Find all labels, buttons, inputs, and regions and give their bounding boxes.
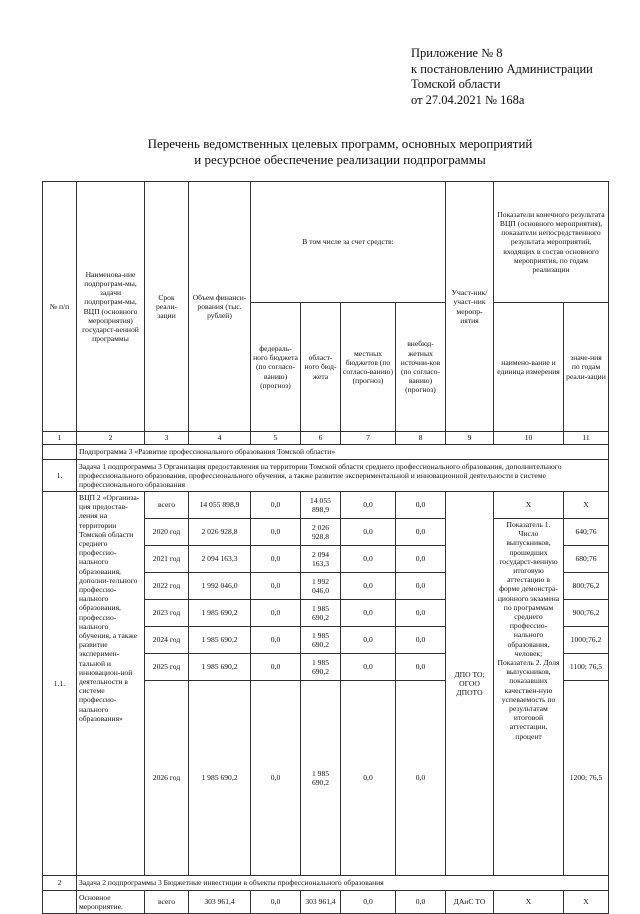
row-term: всего: [145, 492, 189, 519]
document-title: [60, 136, 620, 168]
header-including: В том числе за счет средств:: [251, 182, 446, 303]
row-volume: 2 094 163,3: [189, 546, 251, 573]
last-federal: 0,0: [251, 891, 301, 914]
last-ind-name: X: [494, 891, 564, 914]
indicator-text: Показатель 1. Число выпускников, прошедших государст-венную итоговую аттестацию в форме демонстра-ционного экзамена по программам среднего профессио-нального образования, человек; Показатель 2. Доля выпускников, показавших качествен-ную успеваемость по результатам итоговой аттестации, процент: [494, 519, 564, 876]
header-offbudget: внебюд-жетных источни-ков (по согласо-ванию) (прогноз): [396, 303, 446, 432]
row-regional: 2 094 163,3: [301, 546, 341, 573]
row-term: 2021 год: [145, 546, 189, 573]
header-indicators: Показатели конечного результата ВЦП (основного мероприятия), показатели непосредственного результата мероприятий, входящих в состав основного мероприятия, по годам реализации: [494, 182, 609, 303]
row-federal: 0,0: [251, 600, 301, 627]
header-federal: федераль-ного бюджета (по согласо-ванию) (прогноз): [251, 303, 301, 432]
col-number: 3: [145, 432, 189, 445]
row-ind-value: 1100; 76,5: [564, 654, 609, 681]
col-number: 11: [564, 432, 609, 445]
row-federal: 0,0: [251, 654, 301, 681]
row-regional: 1 992 046,0: [301, 573, 341, 600]
header-regional: област-ного бюд-жета: [301, 303, 341, 432]
row-local: 0,0: [341, 546, 396, 573]
task2-num: 2: [43, 876, 77, 891]
col-number: 8: [396, 432, 446, 445]
col-number: 10: [494, 432, 564, 445]
row-ind-value: 680;76: [564, 546, 609, 573]
last-participant: ДАиС ТО: [446, 891, 494, 914]
row-local: 0,0: [341, 600, 396, 627]
header-volume: Объем финанси-рования (тыс. рублей): [189, 182, 251, 432]
row-ind-value: 900;76,2: [564, 600, 609, 627]
col-number: 5: [251, 432, 301, 445]
row-term: 2026 год: [145, 681, 189, 876]
item-name: ВЦП 2 «Организа-ция предостав-ления на территории Томской области среднего профессио-нального образования, дополни-тельного профессио-нального образования, профессио-нального обучения, а также развитие эксперимен-тальной и инновацион-ной деятельности в системе профессио-нального образования»: [77, 492, 145, 876]
subprogram-title: Подпрограмма 3 «Развитие профессионального образования Томской области»: [77, 445, 609, 460]
header-term: Срок реали-зации: [145, 182, 189, 432]
row-federal: 0,0: [251, 627, 301, 654]
col-number: 1: [43, 432, 77, 445]
last-volume: 303 961,4: [189, 891, 251, 914]
header-num: № п/п: [43, 182, 77, 432]
col-number: 9: [446, 432, 494, 445]
row-offbudget: 0,0: [396, 681, 446, 876]
col-number: 7: [341, 432, 396, 445]
header-ind-name: наимено-вание и единица измерения: [494, 303, 564, 432]
last-name: Основное мероприятие.: [77, 891, 145, 914]
last-term: всего: [145, 891, 189, 914]
title-line: и ресурсное обеспечение реализации подпрограммы: [194, 152, 486, 167]
row-volume: 1 985 690,2: [189, 654, 251, 681]
last-ind-value: X: [564, 891, 609, 914]
last-local: 0,0: [341, 891, 396, 914]
row-federal: 0,0: [251, 492, 301, 519]
row-regional: 2 026 928,8: [301, 519, 341, 546]
row-federal: 0,0: [251, 546, 301, 573]
row-regional: 14 055 898,9: [301, 492, 341, 519]
row-regional: 1 985 690,2: [301, 600, 341, 627]
row-volume: 1 985 690,2: [189, 627, 251, 654]
header-name: Наименова-ние подпрограм-мы, задачи подпрограм-мы, ВЦП (основного мероприятия) государст-венной программы: [77, 182, 145, 432]
row-ind-value: 640;76: [564, 519, 609, 546]
row-local: 0,0: [341, 627, 396, 654]
item-num: 1.1.: [43, 492, 77, 876]
row-term: 2020 год: [145, 519, 189, 546]
header-local: местных бюджетов (по согласо-ванию) (прогноз): [341, 303, 396, 432]
row-local: 0,0: [341, 681, 396, 876]
row-ind-value: X: [564, 492, 609, 519]
row-ind-name: X: [494, 492, 564, 519]
row-regional: 1 985 690,2: [301, 681, 341, 876]
title-line: Перечень ведомственных целевых программ, основных мероприятий: [147, 136, 533, 151]
row-volume: 1 985 690,2: [189, 681, 251, 876]
row-offbudget: 0,0: [396, 573, 446, 600]
appendix-line: к постановлению Администрации: [411, 61, 593, 76]
program-table: [42, 181, 609, 914]
row-federal: 0,0: [251, 681, 301, 876]
row-ind-value: 1000;76,2: [564, 627, 609, 654]
col-number: 2: [77, 432, 145, 445]
row-offbudget: 0,0: [396, 627, 446, 654]
last-offbudget: 0,0: [396, 891, 446, 914]
row-offbudget: 0,0: [396, 654, 446, 681]
row-regional: 1 985 690,2: [301, 627, 341, 654]
row-ind-value: 800;76,2: [564, 573, 609, 600]
row-offbudget: 0,0: [396, 546, 446, 573]
row-term: 2022 год: [145, 573, 189, 600]
row-offbudget: 0,0: [396, 492, 446, 519]
row-ind-value: 1200; 76,5: [564, 681, 609, 876]
appendix-line: Томской области: [411, 77, 501, 91]
task1-num: 1.: [43, 460, 77, 492]
item-participant: ДПО ТО; ОГОО ДПОТО: [446, 492, 494, 876]
row-volume: 1 985 690,2: [189, 600, 251, 627]
row-regional: 1 985 690,2: [301, 654, 341, 681]
task1-text: Задача 1 подпрограммы 3 Организация предоставления на территории Томской области среднего профессионального образования, дополнительного профессионального образования, профессионального обучения, а также развитие экспериментальной и инновационной деятельности в системе профессионального образования: [77, 460, 609, 492]
row-federal: 0,0: [251, 519, 301, 546]
row-volume: 2 026 928,8: [189, 519, 251, 546]
row-term: 2023 год: [145, 600, 189, 627]
appendix-line: Приложение № 8: [411, 46, 503, 60]
row-offbudget: 0,0: [396, 600, 446, 627]
row-offbudget: 0,0: [396, 519, 446, 546]
row-local: 0,0: [341, 654, 396, 681]
row-local: 0,0: [341, 519, 396, 546]
row-local: 0,0: [341, 573, 396, 600]
row-term: 2025 год: [145, 654, 189, 681]
appendix-block: [411, 46, 631, 108]
header-participant: Участ-ник/ участ-ник меропр-иятия: [446, 182, 494, 432]
task2-text: Задача 2 подпрограммы 3 Бюджетные инвестиции в объекты профессионального образования: [77, 876, 609, 891]
col-number: 4: [189, 432, 251, 445]
row-federal: 0,0: [251, 573, 301, 600]
row-volume: 1 992 046,0: [189, 573, 251, 600]
row-term: 2024 год: [145, 627, 189, 654]
header-ind-value: значе-ния по годам реали-зации: [564, 303, 609, 432]
row-local: 0,0: [341, 492, 396, 519]
col-number: 6: [301, 432, 341, 445]
row-volume: 14 055 898,9: [189, 492, 251, 519]
last-regional: 303 961,4: [301, 891, 341, 914]
appendix-line: от 27.04.2021 № 168а: [411, 92, 525, 107]
